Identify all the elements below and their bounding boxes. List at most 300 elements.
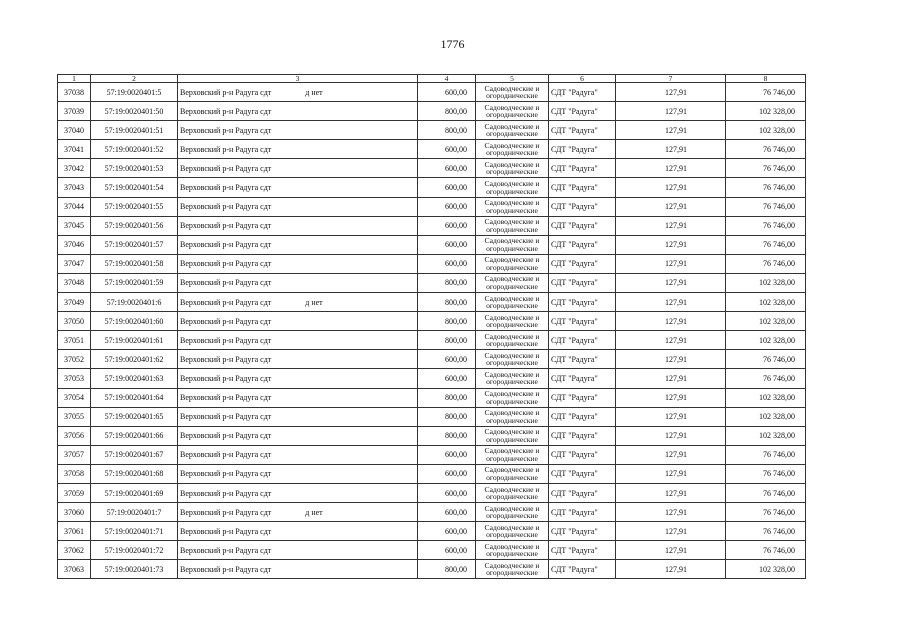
- row-number: 37041: [58, 140, 91, 159]
- address-text: Верховский р-н Радуга сдт: [180, 507, 272, 517]
- land-use-line-2: огороднические: [486, 205, 538, 215]
- cadastral-number: 57:19:0020401:66: [91, 426, 178, 445]
- land-use-cell: [476, 216, 549, 235]
- cadastral-value: 76 746,00: [726, 522, 806, 541]
- row-number: 37055: [58, 407, 91, 426]
- cadastral-value: 76 746,00: [726, 83, 806, 102]
- cadastral-number: 57:19:0020401:54: [91, 178, 178, 197]
- table-row: [58, 235, 806, 254]
- owner-name: СДТ "Радуга": [549, 159, 616, 178]
- address-cell: [178, 121, 418, 140]
- row-number: 37063: [58, 560, 91, 579]
- cadastral-number: 57:19:0020401:6: [91, 293, 178, 312]
- address-cell: [178, 102, 418, 121]
- table-header-row: [58, 75, 806, 83]
- land-use-line-2: огороднические: [486, 320, 538, 330]
- owner-name: СДТ "Радуга": [549, 293, 616, 312]
- specific-value-rate: 127,91: [616, 312, 726, 331]
- land-use-line-2: огороднические: [486, 358, 538, 368]
- address-cell: [178, 331, 418, 350]
- row-number: 37062: [58, 541, 91, 560]
- land-use-line-1: Садоводческие и: [484, 121, 540, 131]
- address-note: д нет: [305, 297, 323, 307]
- row-number: 37040: [58, 121, 91, 140]
- area-value: 600,00: [418, 369, 476, 388]
- specific-value-rate: 127,91: [616, 445, 726, 464]
- address-cell: [178, 541, 418, 560]
- cadastral-value: 102 328,00: [726, 560, 806, 579]
- specific-value-rate: 127,91: [616, 254, 726, 273]
- area-value: 800,00: [418, 273, 476, 292]
- land-plots-table: [57, 74, 806, 579]
- land-use-cell: [476, 312, 549, 331]
- land-use-cell: [476, 197, 549, 216]
- area-value: 800,00: [418, 102, 476, 121]
- address-cell: [178, 273, 418, 292]
- area-value: 600,00: [418, 216, 476, 235]
- cadastral-number: 57:19:0020401:64: [91, 388, 178, 407]
- address-cell: [178, 178, 418, 197]
- land-use-line-2: огороднические: [486, 530, 538, 540]
- table-row: [58, 121, 806, 140]
- cadastral-value: 102 328,00: [726, 388, 806, 407]
- owner-name: СДТ "Радуга": [549, 445, 616, 464]
- area-value: 600,00: [418, 235, 476, 254]
- address-cell: [178, 254, 418, 273]
- land-use-cell: [476, 483, 549, 502]
- address-cell: [178, 407, 418, 426]
- land-use-cell: [476, 159, 549, 178]
- owner-name: СДТ "Радуга": [549, 464, 616, 483]
- area-value: 600,00: [418, 178, 476, 197]
- area-value: 800,00: [418, 121, 476, 140]
- owner-name: СДТ "Радуга": [549, 121, 616, 140]
- owner-name: СДТ "Радуга": [549, 560, 616, 579]
- address-cell: [178, 350, 418, 369]
- table-row: [58, 541, 806, 560]
- cadastral-number: 57:19:0020401:50: [91, 102, 178, 121]
- land-use-cell: [476, 83, 549, 102]
- land-use-line-2: огороднические: [486, 453, 538, 463]
- area-value: 600,00: [418, 83, 476, 102]
- row-number: 37048: [58, 273, 91, 292]
- area-value: 600,00: [418, 445, 476, 464]
- table-row: [58, 273, 806, 292]
- specific-value-rate: 127,91: [616, 102, 726, 121]
- cadastral-value: 76 746,00: [726, 254, 806, 273]
- table-row: [58, 445, 806, 464]
- address-cell: [178, 388, 418, 407]
- area-value: 800,00: [418, 331, 476, 350]
- address-text: Верховский р-н Радуга сдт: [180, 106, 272, 116]
- address-cell: [178, 312, 418, 331]
- address-text: Верховский р-н Радуга сдт: [180, 393, 272, 403]
- address-note: д нет: [305, 507, 323, 517]
- row-number: 37043: [58, 178, 91, 197]
- table-row: [58, 503, 806, 522]
- table-row: [58, 293, 806, 312]
- area-value: 800,00: [418, 388, 476, 407]
- specific-value-rate: 127,91: [616, 197, 726, 216]
- header-col-7: 7: [616, 75, 726, 83]
- table-row: [58, 464, 806, 483]
- address-cell: [178, 522, 418, 541]
- land-use-line-2: огороднические: [486, 91, 538, 101]
- row-number: 37053: [58, 369, 91, 388]
- specific-value-rate: 127,91: [616, 426, 726, 445]
- cadastral-value: 76 746,00: [726, 197, 806, 216]
- land-use-line-2: огороднические: [486, 415, 538, 425]
- table-row: [58, 388, 806, 407]
- address-text: Верховский р-н Радуга сдт: [180, 469, 272, 479]
- address-cell: [178, 140, 418, 159]
- owner-name: СДТ "Радуга": [549, 312, 616, 331]
- cadastral-value: 76 746,00: [726, 541, 806, 560]
- land-use-cell: [476, 445, 549, 464]
- cadastral-number: 57:19:0020401:73: [91, 560, 178, 579]
- specific-value-rate: 127,91: [616, 216, 726, 235]
- owner-name: СДТ "Радуга": [549, 102, 616, 121]
- table-row: [58, 369, 806, 388]
- cadastral-value: 76 746,00: [726, 216, 806, 235]
- land-use-line-2: огороднические: [486, 472, 538, 482]
- cadastral-value: 76 746,00: [726, 159, 806, 178]
- cadastral-number: 57:19:0020401:7: [91, 503, 178, 522]
- land-use-line-1: Садоводческие и: [484, 140, 540, 150]
- address-text: Верховский р-н Радуга сдт: [180, 221, 272, 231]
- land-use-line-1: Садоводческие и: [484, 427, 540, 437]
- cadastral-number: 57:19:0020401:72: [91, 541, 178, 560]
- land-use-line-1: Садоводческие и: [484, 102, 540, 112]
- table-row: [58, 254, 806, 273]
- cadastral-number: 57:19:0020401:62: [91, 350, 178, 369]
- owner-name: СДТ "Радуга": [549, 235, 616, 254]
- specific-value-rate: 127,91: [616, 273, 726, 292]
- row-number: 37058: [58, 464, 91, 483]
- cadastral-value: 102 328,00: [726, 293, 806, 312]
- specific-value-rate: 127,91: [616, 522, 726, 541]
- specific-value-rate: 127,91: [616, 140, 726, 159]
- land-use-cell: [476, 350, 549, 369]
- owner-name: СДТ "Радуга": [549, 83, 616, 102]
- header-col-3: 3: [178, 75, 418, 83]
- land-use-line-2: огороднические: [486, 434, 538, 444]
- area-value: 800,00: [418, 560, 476, 579]
- land-use-line-2: огороднические: [486, 262, 538, 272]
- specific-value-rate: 127,91: [616, 235, 726, 254]
- address-text: Верховский р-н Радуга сдт: [180, 87, 272, 97]
- specific-value-rate: 127,91: [616, 407, 726, 426]
- row-number: 37047: [58, 254, 91, 273]
- row-number: 37059: [58, 483, 91, 502]
- address-cell: [178, 216, 418, 235]
- address-text: Верховский р-н Радуга сдт: [180, 144, 272, 154]
- land-use-cell: [476, 293, 549, 312]
- land-use-cell: [476, 388, 549, 407]
- address-text: Верховский р-н Радуга сдт: [180, 125, 272, 135]
- land-use-cell: [476, 178, 549, 197]
- address-text: Верховский р-н Радуга сдт: [180, 450, 272, 460]
- cadastral-number: 57:19:0020401:69: [91, 483, 178, 502]
- land-use-line-1: Садоводческие и: [484, 179, 540, 189]
- cadastral-number: 57:19:0020401:51: [91, 121, 178, 140]
- address-cell: [178, 293, 418, 312]
- address-cell: [178, 369, 418, 388]
- land-use-line-1: Садоводческие и: [484, 159, 540, 169]
- table-row: [58, 197, 806, 216]
- owner-name: СДТ "Радуга": [549, 407, 616, 426]
- specific-value-rate: 127,91: [616, 293, 726, 312]
- land-use-cell: [476, 369, 549, 388]
- page-number: 1776: [440, 37, 465, 51]
- land-use-line-2: огороднические: [486, 511, 538, 521]
- specific-value-rate: 127,91: [616, 159, 726, 178]
- land-use-line-2: огороднические: [486, 224, 538, 234]
- cadastral-number: 57:19:0020401:60: [91, 312, 178, 331]
- row-number: 37061: [58, 522, 91, 541]
- address-text: Верховский р-н Радуга сдт: [180, 183, 272, 193]
- cadastral-number: 57:19:0020401:52: [91, 140, 178, 159]
- area-value: 600,00: [418, 350, 476, 369]
- owner-name: СДТ "Радуга": [549, 369, 616, 388]
- land-use-line-1: Садоводческие и: [484, 465, 540, 475]
- area-value: 800,00: [418, 312, 476, 331]
- cadastral-number: 57:19:0020401:71: [91, 522, 178, 541]
- row-number: 37044: [58, 197, 91, 216]
- area-value: 600,00: [418, 522, 476, 541]
- land-use-line-1: Садоводческие и: [484, 217, 540, 227]
- specific-value-rate: 127,91: [616, 464, 726, 483]
- table-row: [58, 216, 806, 235]
- table-row: [58, 140, 806, 159]
- row-number: 37054: [58, 388, 91, 407]
- cadastral-value: 76 746,00: [726, 464, 806, 483]
- land-use-line-1: Садоводческие и: [484, 312, 540, 322]
- land-use-line-1: Садоводческие и: [484, 350, 540, 360]
- address-note: д нет: [305, 87, 323, 97]
- land-use-line-1: Садоводческие и: [484, 389, 540, 399]
- specific-value-rate: 127,91: [616, 560, 726, 579]
- address-cell: [178, 560, 418, 579]
- cadastral-number: 57:19:0020401:65: [91, 407, 178, 426]
- table-row: [58, 159, 806, 178]
- cadastral-value: 102 328,00: [726, 102, 806, 121]
- row-number: 37050: [58, 312, 91, 331]
- cadastral-value: 76 746,00: [726, 235, 806, 254]
- land-use-line-2: огороднические: [486, 148, 538, 158]
- row-number: 37060: [58, 503, 91, 522]
- cadastral-number: 57:19:0020401:61: [91, 331, 178, 350]
- owner-name: СДТ "Радуга": [549, 331, 616, 350]
- row-number: 37052: [58, 350, 91, 369]
- address-cell: [178, 426, 418, 445]
- address-text: Верховский р-н Радуга сдт: [180, 373, 272, 383]
- land-use-line-2: огороднические: [486, 377, 538, 387]
- cadastral-value: 76 746,00: [726, 369, 806, 388]
- specific-value-rate: 127,91: [616, 178, 726, 197]
- table-row: [58, 426, 806, 445]
- owner-name: СДТ "Радуга": [549, 503, 616, 522]
- owner-name: СДТ "Радуга": [549, 178, 616, 197]
- land-use-line-1: Садоводческие и: [484, 331, 540, 341]
- land-use-line-1: Садоводческие и: [484, 522, 540, 532]
- owner-name: СДТ "Радуга": [549, 388, 616, 407]
- area-value: 600,00: [418, 159, 476, 178]
- specific-value-rate: 127,91: [616, 331, 726, 350]
- specific-value-rate: 127,91: [616, 541, 726, 560]
- table-row: [58, 407, 806, 426]
- land-use-cell: [476, 407, 549, 426]
- land-use-line-2: огороднические: [486, 492, 538, 502]
- land-use-line-2: огороднические: [486, 568, 538, 578]
- table-row: [58, 522, 806, 541]
- land-use-line-1: Садоводческие и: [484, 293, 540, 303]
- land-use-line-2: огороднические: [486, 167, 538, 177]
- cadastral-number: 57:19:0020401:67: [91, 445, 178, 464]
- land-use-line-1: Садоводческие и: [484, 255, 540, 265]
- owner-name: СДТ "Радуга": [549, 541, 616, 560]
- cadastral-value: 76 746,00: [726, 140, 806, 159]
- address-text: Верховский р-н Радуга сдт: [180, 564, 272, 574]
- cadastral-value: 76 746,00: [726, 350, 806, 369]
- owner-name: СДТ "Радуга": [549, 216, 616, 235]
- cadastral-value: 102 328,00: [726, 426, 806, 445]
- land-use-cell: [476, 121, 549, 140]
- specific-value-rate: 127,91: [616, 83, 726, 102]
- specific-value-rate: 127,91: [616, 350, 726, 369]
- land-use-line-1: Садоводческие и: [484, 408, 540, 418]
- specific-value-rate: 127,91: [616, 369, 726, 388]
- address-text: Верховский р-н Радуга сдт: [180, 278, 272, 288]
- area-value: 800,00: [418, 293, 476, 312]
- header-col-1: 1: [58, 75, 91, 83]
- cadastral-value: 102 328,00: [726, 407, 806, 426]
- cadastral-value: 76 746,00: [726, 445, 806, 464]
- row-number: 37042: [58, 159, 91, 178]
- area-value: 600,00: [418, 254, 476, 273]
- address-cell: [178, 464, 418, 483]
- address-cell: [178, 83, 418, 102]
- land-use-cell: [476, 560, 549, 579]
- owner-name: СДТ "Радуга": [549, 140, 616, 159]
- land-use-line-1: Садоводческие и: [484, 484, 540, 494]
- land-use-cell: [476, 140, 549, 159]
- address-text: Верховский р-н Радуга сдт: [180, 297, 272, 307]
- specific-value-rate: 127,91: [616, 121, 726, 140]
- cadastral-value: 76 746,00: [726, 503, 806, 522]
- row-number: 37038: [58, 83, 91, 102]
- row-number: 37045: [58, 216, 91, 235]
- cadastral-number: 57:19:0020401:57: [91, 235, 178, 254]
- address-text: Верховский р-н Радуга сдт: [180, 259, 272, 269]
- address-text: Верховский р-н Радуга сдт: [180, 202, 272, 212]
- owner-name: СДТ "Радуга": [549, 254, 616, 273]
- address-text: Верховский р-н Радуга сдт: [180, 488, 272, 498]
- owner-name: СДТ "Радуга": [549, 483, 616, 502]
- land-use-line-2: огороднические: [486, 281, 538, 291]
- row-number: 37039: [58, 102, 91, 121]
- area-value: 600,00: [418, 541, 476, 560]
- land-use-cell: [476, 522, 549, 541]
- land-use-line-2: огороднические: [486, 396, 538, 406]
- specific-value-rate: 127,91: [616, 388, 726, 407]
- cadastral-value: 102 328,00: [726, 121, 806, 140]
- owner-name: СДТ "Радуга": [549, 426, 616, 445]
- cadastral-number: 57:19:0020401:53: [91, 159, 178, 178]
- owner-name: СДТ "Радуга": [549, 522, 616, 541]
- land-use-cell: [476, 273, 549, 292]
- table-row: [58, 102, 806, 121]
- land-use-line-1: Садоводческие и: [484, 541, 540, 551]
- address-cell: [178, 235, 418, 254]
- cadastral-number: 57:19:0020401:68: [91, 464, 178, 483]
- cadastral-value: 102 328,00: [726, 331, 806, 350]
- land-use-line-2: огороднические: [486, 129, 538, 139]
- land-use-line-2: огороднические: [486, 339, 538, 349]
- row-number: 37056: [58, 426, 91, 445]
- header-col-6: 6: [549, 75, 616, 83]
- cadastral-value: 102 328,00: [726, 273, 806, 292]
- specific-value-rate: 127,91: [616, 483, 726, 502]
- land-use-line-1: Садоводческие и: [484, 369, 540, 379]
- land-use-line-2: огороднические: [486, 243, 538, 253]
- land-use-line-2: огороднические: [486, 110, 538, 120]
- area-value: 800,00: [418, 426, 476, 445]
- land-use-cell: [476, 541, 549, 560]
- address-cell: [178, 503, 418, 522]
- land-use-line-2: огороднические: [486, 549, 538, 559]
- address-text: Верховский р-н Радуга сдт: [180, 163, 272, 173]
- header-col-5: 5: [476, 75, 549, 83]
- area-value: 600,00: [418, 464, 476, 483]
- land-use-cell: [476, 102, 549, 121]
- table-row: [58, 178, 806, 197]
- land-use-line-2: огороднические: [486, 186, 538, 196]
- specific-value-rate: 127,91: [616, 503, 726, 522]
- table-row: [58, 560, 806, 579]
- header-col-4: 4: [418, 75, 476, 83]
- land-use-line-1: Садоводческие и: [484, 503, 540, 513]
- table-row: [58, 483, 806, 502]
- address-text: Верховский р-н Радуга сдт: [180, 526, 272, 536]
- land-use-cell: [476, 254, 549, 273]
- address-text: Верховский р-н Радуга сдт: [180, 316, 272, 326]
- owner-name: СДТ "Радуга": [549, 350, 616, 369]
- cadastral-number: 57:19:0020401:5: [91, 83, 178, 102]
- row-number: 37051: [58, 331, 91, 350]
- land-use-cell: [476, 235, 549, 254]
- area-value: 600,00: [418, 140, 476, 159]
- address-text: Верховский р-н Радуга сдт: [180, 412, 272, 422]
- owner-name: СДТ "Радуга": [549, 197, 616, 216]
- area-value: 600,00: [418, 483, 476, 502]
- cadastral-value: 76 746,00: [726, 178, 806, 197]
- address-cell: [178, 159, 418, 178]
- cadastral-value: 102 328,00: [726, 312, 806, 331]
- row-number: 37049: [58, 293, 91, 312]
- land-use-line-1: Садоводческие и: [484, 83, 540, 93]
- area-value: 600,00: [418, 503, 476, 522]
- land-use-cell: [476, 331, 549, 350]
- header-col-8: 8: [726, 75, 806, 83]
- row-number: 37046: [58, 235, 91, 254]
- cadastral-number: 57:19:0020401:59: [91, 273, 178, 292]
- cadastral-value: 76 746,00: [726, 483, 806, 502]
- land-use-line-1: Садоводческие и: [484, 446, 540, 456]
- address-text: Верховский р-н Радуга сдт: [180, 240, 272, 250]
- land-use-cell: [476, 464, 549, 483]
- address-text: Верховский р-н Радуга сдт: [180, 354, 272, 364]
